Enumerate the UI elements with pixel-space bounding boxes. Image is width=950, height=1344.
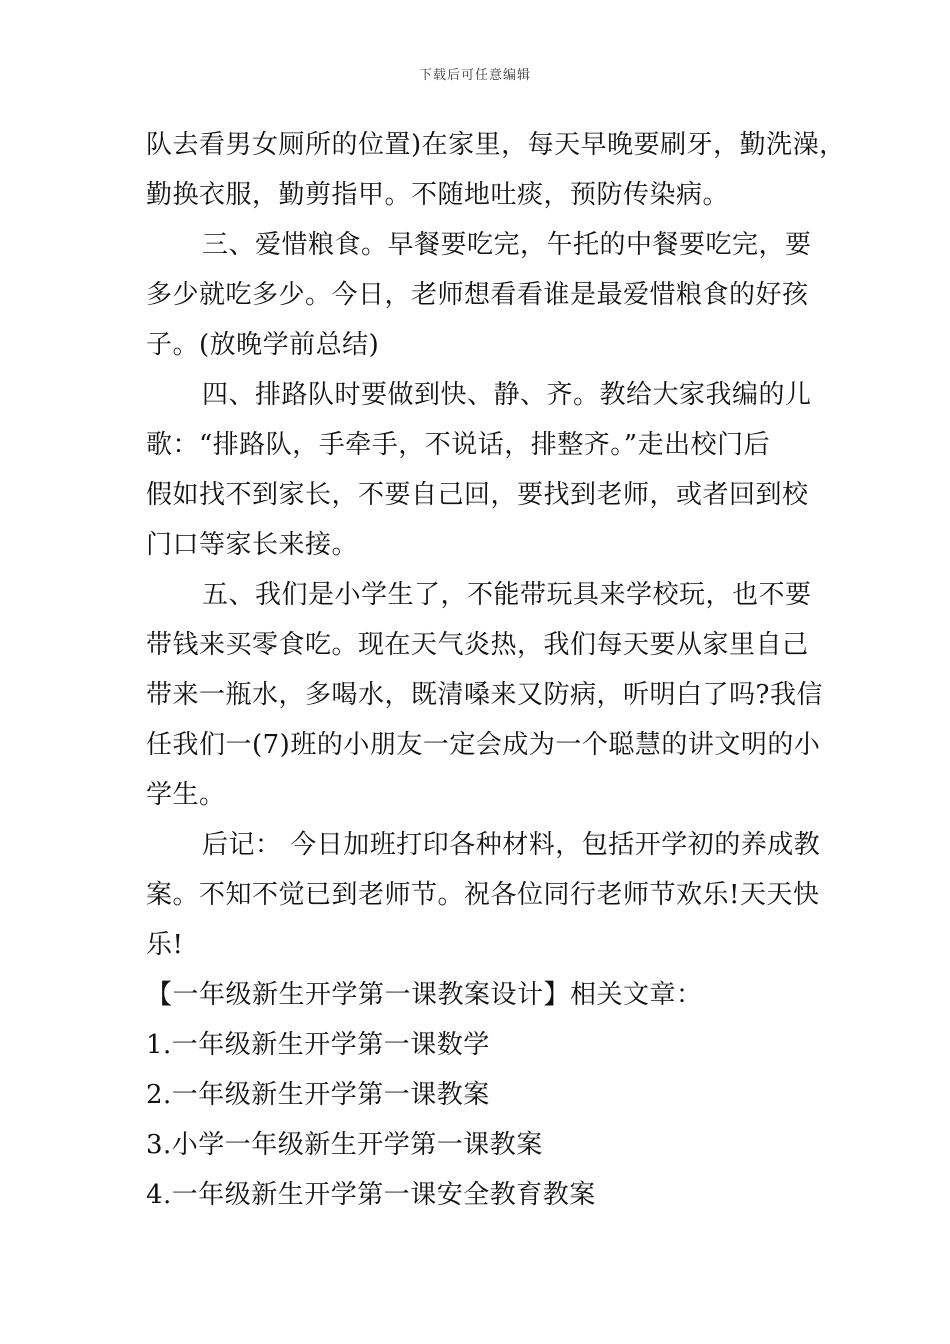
page-header-note: 下载后可任意编辑	[418, 68, 531, 83]
related-link[interactable]: 2.一年级新生开学第一课教案	[146, 1080, 490, 1110]
related-link[interactable]: 1.一年级新生开学第一课数学	[146, 1030, 490, 1060]
paragraph-start-line: 五、我们是小学生了，不能带玩具来学校玩，也不要	[202, 580, 812, 610]
document-body	[146, 120, 846, 1220]
related-link[interactable]: 4.一年级新生开学第一课安全教育教案	[146, 1180, 596, 1210]
related-heading: 【一年级新生开学第一课教案设计】相关文章：	[146, 980, 703, 1010]
text-line: 子。(放晚学前总结)	[146, 330, 380, 360]
text-line: 带来一瓶水，多喝水，既清嗓来又防病，听明白了吗?我信	[146, 680, 823, 710]
paragraph-start-line: 后记： 今日加班打印各种材料，包括开学初的养成教	[202, 830, 821, 860]
text-line: 假如找不到家长，不要自己回，要找到老师，或者回到校	[146, 480, 809, 510]
related-link[interactable]: 3.小学一年级新生开学第一课教案	[146, 1130, 543, 1160]
text-line: 乐!	[146, 930, 184, 960]
text-line: 勤换衣服，勤剪指甲。不随地吐痰，预防传染病。	[146, 180, 730, 210]
text-line: 门口等家长来接。	[146, 530, 359, 560]
text-line: 任我们一(7)班的小朋友一定会成为一个聪慧的讲文明的小	[146, 730, 821, 760]
text-line: 歌：“排路队，手牵手，不说话，排整齐。”走出校门后	[146, 430, 771, 460]
paragraph-start-line: 四、排路队时要做到快、静、齐。教给大家我编的儿	[202, 380, 812, 410]
text-line: 多少就吃多少。今日，老师想看看谁是最爱惜粮食的好孩	[146, 280, 809, 310]
text-line: 案。不知不觉已到老师节。祝各位同行老师节欢乐!天天快	[146, 880, 820, 910]
paragraph-start-line: 三、爱惜粮食。早餐要吃完，午托的中餐要吃完，要	[202, 230, 812, 260]
text-line: 队去看男女厕所的位置)在家里，每天早晚要刷牙，勤洗澡，	[146, 130, 846, 160]
text-line: 带钱来买零食吃。现在天气炎热，我们每天要从家里自己	[146, 630, 809, 660]
text-line: 学生。	[146, 780, 226, 810]
